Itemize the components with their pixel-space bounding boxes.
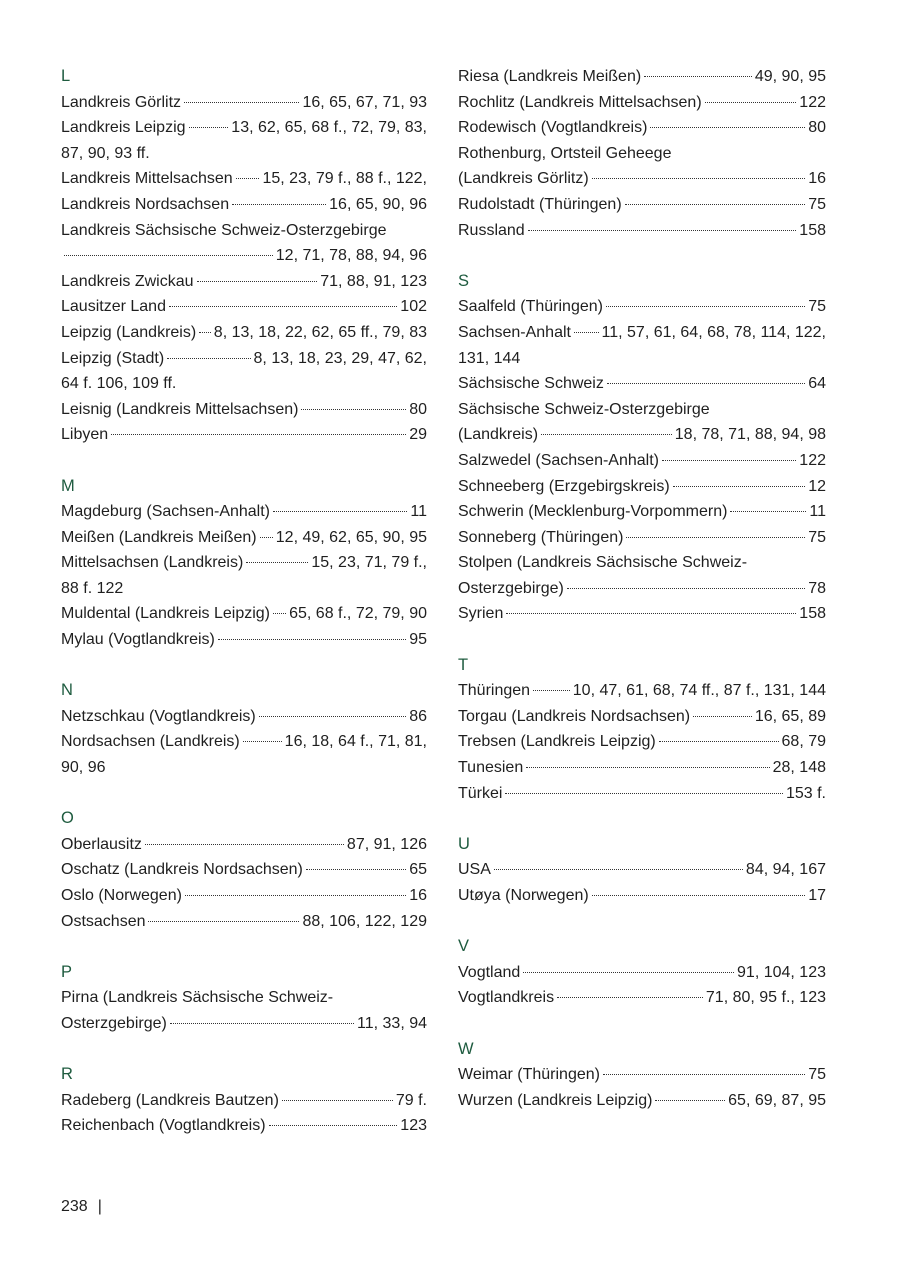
entry-pages: 78	[808, 579, 826, 597]
index-entry	[458, 960, 826, 986]
entry-line	[61, 909, 427, 935]
entry-term: Schneeberg (Erzgebirgskreis)	[458, 477, 670, 495]
entry-pages: 122	[799, 93, 826, 111]
page-footer	[61, 1194, 102, 1219]
leader-dots	[243, 741, 282, 742]
index-entry	[61, 627, 427, 653]
leader-dots	[169, 306, 397, 307]
leader-dots	[528, 230, 797, 231]
entry-term: Landkreis Leipzig	[61, 119, 186, 137]
index-column-left	[61, 64, 427, 1165]
index-entry	[61, 90, 427, 116]
entry-pages: 16, 65, 89	[754, 707, 826, 725]
index-entry	[458, 985, 826, 1011]
entry-term: Reichenbach (Vogtlandkreis)	[61, 1117, 266, 1135]
leader-dots	[655, 1100, 725, 1101]
entry-pages: 71, 80, 95 f., 123	[705, 989, 826, 1007]
entry-line	[458, 678, 826, 704]
entry-term: Vogtlandkreis	[458, 989, 555, 1007]
index-section	[458, 1037, 826, 1114]
index-entry	[458, 525, 826, 551]
entry-pages: 158	[799, 221, 826, 239]
entry-pages: 88, 106, 122, 129	[302, 912, 427, 930]
leader-dots	[574, 332, 599, 333]
index-entry	[61, 550, 427, 601]
entry-term: Wurzen (Landkreis Leipzig)	[458, 1091, 653, 1109]
leader-dots	[541, 434, 672, 435]
entry-pages: 16, 18, 64 f., 71, 81,	[284, 733, 427, 751]
entry-pages: 12, 49, 62, 65, 90, 95	[275, 528, 427, 546]
index-section	[61, 806, 427, 934]
entry-term: Torgau (Landkreis Nordsachsen)	[458, 707, 691, 725]
index-entry	[458, 141, 826, 192]
entry-term: Schwerin (Mecklenburg-Vorpommern)	[458, 503, 728, 521]
index-entry	[61, 985, 427, 1036]
entry-pages: 80	[409, 400, 427, 418]
index-entry	[458, 781, 826, 807]
entry-line	[61, 525, 427, 551]
entry-term: Rochlitz (Landkreis Mittelsachsen)	[458, 93, 702, 111]
entry-pages: 79 f.	[395, 1091, 427, 1109]
entry-pages: 49, 90, 95	[754, 68, 826, 85]
index-section	[458, 653, 826, 807]
entry-term: Oschatz (Landkreis Nordsachsen)	[61, 861, 303, 879]
leader-dots	[673, 486, 806, 487]
entry-line	[458, 525, 826, 551]
leader-dots	[148, 921, 299, 922]
index-entry	[61, 525, 427, 551]
entry-line	[458, 576, 826, 602]
entry-term: Osterzgebirge)	[61, 1014, 167, 1032]
entry-line	[61, 269, 427, 295]
entry-line	[458, 985, 826, 1011]
leader-dots	[625, 204, 806, 205]
index-section	[458, 934, 826, 1011]
index-entry	[458, 883, 826, 909]
entry-line	[61, 294, 427, 320]
entry-pages: 95	[409, 631, 427, 649]
entry-line	[61, 90, 427, 116]
entry-line	[458, 294, 826, 320]
index-section	[61, 474, 427, 653]
entry-pages: 11	[410, 503, 427, 521]
leader-dots	[167, 358, 250, 359]
leader-dots	[111, 434, 406, 435]
entry-term: Lausitzer Land	[61, 298, 166, 316]
leader-dots	[184, 102, 299, 103]
entry-pages: 153 f.	[785, 784, 826, 802]
entry-line	[458, 448, 826, 474]
leader-dots	[607, 383, 805, 384]
index-entry	[61, 422, 427, 448]
index-entry	[458, 320, 826, 371]
index-entry	[458, 397, 826, 448]
leader-dots	[644, 76, 752, 77]
entry-pages: 122	[799, 451, 826, 469]
leader-dots	[662, 460, 796, 461]
entry-pages-continued: 64 f. 106, 109 ff.	[61, 375, 177, 393]
leader-dots	[269, 1125, 398, 1126]
entry-term: Leisnig (Landkreis Mittelsachsen)	[61, 400, 299, 418]
index-entry	[61, 1088, 427, 1114]
entry-line	[458, 704, 826, 730]
entry-term: Sächsische Schweiz	[458, 375, 604, 393]
leader-dots	[592, 895, 806, 896]
entry-pages: 28, 148	[772, 759, 826, 777]
entry-line	[61, 550, 427, 576]
section-letter: N	[61, 681, 73, 700]
entry-pages: 75	[808, 298, 826, 316]
entry-pages: 16	[409, 887, 427, 904]
entry-line	[61, 397, 427, 423]
leader-dots	[301, 409, 406, 410]
entry-line	[61, 243, 427, 269]
leader-dots	[189, 127, 229, 128]
entry-pages: 86	[409, 707, 427, 725]
entry-line	[458, 115, 826, 141]
entry-pages: 13, 62, 65, 68 f., 72, 79, 83,	[231, 119, 427, 137]
entry-term: Salzwedel (Sachsen-Anhalt)	[458, 451, 659, 469]
entry-line	[61, 346, 427, 372]
entry-pages: 71, 88, 91, 123	[320, 272, 427, 290]
section-letter: T	[458, 655, 469, 674]
index-entry	[61, 218, 427, 269]
leader-dots	[282, 1100, 393, 1101]
entry-term-line: Stolpen (Landkreis Sächsische Schweiz-	[458, 554, 748, 572]
index-entry	[458, 448, 826, 474]
page-separator: |	[97, 1198, 102, 1215]
index-entry	[61, 729, 427, 780]
entry-term: Magdeburg (Sachsen-Anhalt)	[61, 503, 271, 521]
index-entry	[458, 601, 826, 627]
entry-line	[61, 192, 427, 218]
entry-pages: 65	[409, 861, 427, 879]
entry-term: Vogtland	[458, 963, 521, 981]
entry-pages: 64	[808, 375, 826, 393]
entry-term-line: Landkreis Sächsische Schweiz-Osterzgebirge	[61, 221, 387, 239]
index-entry	[61, 499, 427, 525]
entry-pages: 75	[808, 1066, 826, 1084]
entry-pages: 84, 94, 167	[745, 861, 826, 879]
entry-pages: 8, 13, 18, 22, 62, 65 ff., 79, 83	[213, 323, 427, 341]
entry-term: Mittelsachsen (Landkreis)	[61, 554, 244, 572]
entry-term: Libyen	[61, 426, 109, 444]
leader-dots	[232, 204, 326, 205]
entry-pages: 15, 23, 71, 79 f.,	[311, 554, 427, 572]
index-entry	[61, 294, 427, 320]
entry-term: Sonneberg (Thüringen)	[458, 528, 624, 546]
entry-term: Russland	[458, 221, 525, 239]
entry-pages: 18, 78, 71, 88, 94, 98	[674, 426, 826, 444]
entry-line	[61, 1011, 427, 1037]
leader-dots	[236, 178, 260, 179]
index-section	[61, 64, 427, 448]
entry-term: Mylau (Vogtlandkreis)	[61, 631, 215, 649]
index-entry	[458, 499, 826, 525]
entry-pages-continued: 131, 144	[458, 349, 521, 367]
entry-line	[458, 781, 826, 807]
entry-line	[61, 883, 427, 909]
entry-pages: 68, 79	[781, 733, 826, 751]
entry-line	[458, 371, 826, 397]
index-entry	[61, 832, 427, 858]
entry-pages: 11, 57, 61, 64, 68, 78, 114, 122,	[601, 323, 826, 341]
entry-line	[458, 90, 826, 116]
leader-dots	[730, 511, 806, 512]
leader-dots	[523, 972, 734, 973]
section-letter: M	[61, 476, 75, 495]
index-entry	[458, 192, 826, 218]
entry-pages: 65, 68 f., 72, 79, 90	[289, 605, 427, 623]
entry-line	[61, 422, 427, 448]
entry-pages: 15, 23, 79 f., 88 f., 122,	[262, 170, 427, 188]
index-entry	[61, 857, 427, 883]
section-letter: W	[458, 1039, 474, 1058]
leader-dots	[199, 332, 211, 333]
index-entry	[458, 115, 826, 141]
entry-line	[458, 857, 826, 883]
index-entry	[458, 371, 826, 397]
entry-term: Osterzgebirge)	[458, 579, 564, 597]
entry-term: Radeberg (Landkreis Bautzen)	[61, 1091, 279, 1109]
section-letter: R	[61, 1065, 73, 1084]
leader-dots	[603, 1074, 805, 1075]
entry-pages: 17	[808, 887, 826, 904]
entry-term: Riesa (Landkreis Meißen)	[458, 68, 642, 85]
leader-dots	[705, 102, 797, 103]
index-section	[458, 269, 826, 627]
leader-dots	[259, 716, 406, 717]
entry-pages: 16	[808, 170, 826, 188]
entry-pages: 80	[808, 119, 826, 137]
index-entry	[458, 678, 826, 704]
leader-dots	[650, 127, 805, 128]
entry-term: Syrien	[458, 605, 504, 623]
entry-line	[61, 1088, 427, 1114]
entry-line	[61, 1113, 427, 1139]
index-section	[61, 960, 427, 1037]
index-entry	[458, 755, 826, 781]
entry-pages: 158	[799, 605, 826, 623]
entry-line	[61, 166, 427, 192]
entry-pages: 75	[808, 528, 826, 546]
entry-pages: 123	[400, 1117, 427, 1135]
entry-line	[458, 166, 826, 192]
page-number: 238	[61, 1198, 88, 1215]
index-entry	[61, 397, 427, 423]
entry-term: Tunesien	[458, 759, 524, 777]
entry-term: Landkreis Zwickau	[61, 272, 194, 290]
entry-pages: 65, 69, 87, 95	[728, 1091, 826, 1109]
entry-line	[458, 422, 826, 448]
leader-dots	[145, 844, 344, 845]
leader-dots	[505, 793, 783, 794]
entry-term: Utøya (Norwegen)	[458, 887, 589, 904]
entry-line	[458, 320, 826, 346]
leader-dots	[306, 869, 406, 870]
index-section	[458, 64, 826, 243]
index-entry	[458, 1062, 826, 1088]
entry-line	[458, 601, 826, 627]
index-entry	[61, 115, 427, 166]
section-letter: P	[61, 962, 73, 981]
entry-term-line: Rothenburg, Ortsteil Geheege	[458, 144, 672, 162]
index-entry	[458, 550, 826, 601]
leader-dots	[260, 537, 273, 538]
section-letter: L	[61, 67, 71, 85]
entry-line	[61, 729, 427, 755]
leader-dots	[197, 281, 318, 282]
entry-term: Landkreis Görlitz	[61, 93, 182, 111]
index-entry	[61, 1113, 427, 1139]
section-letter: U	[458, 834, 470, 853]
leader-dots	[659, 741, 779, 742]
entry-term-line: Pirna (Landkreis Sächsische Schweiz-	[61, 989, 334, 1007]
entry-pages: 87, 91, 126	[346, 835, 427, 853]
index-section	[61, 1062, 427, 1139]
index-entry	[61, 166, 427, 192]
index-entry	[61, 269, 427, 295]
index-entry	[61, 704, 427, 730]
entry-term: Rodewisch (Vogtlandkreis)	[458, 119, 648, 137]
entry-term: Landkreis Nordsachsen	[61, 195, 230, 213]
entry-line	[61, 320, 427, 346]
entry-pages: 12, 71, 78, 88, 94, 96	[275, 247, 427, 265]
entry-term: Nordsachsen (Landkreis)	[61, 733, 240, 751]
entry-pages: 29	[409, 426, 427, 444]
entry-term: Türkei	[458, 784, 503, 802]
leader-dots	[626, 537, 805, 538]
entry-line	[61, 627, 427, 653]
entry-term: Netzschkau (Vogtlandkreis)	[61, 707, 256, 725]
index-entry	[458, 704, 826, 730]
entry-term: USA	[458, 861, 491, 879]
entry-line	[458, 499, 826, 525]
entry-line	[458, 883, 826, 909]
entry-term: (Landkreis)	[458, 426, 539, 444]
entry-line	[61, 832, 427, 858]
index-column-right	[458, 64, 826, 1139]
index-entry	[61, 909, 427, 935]
entry-term-line: Sächsische Schweiz-Osterzgebirge	[458, 400, 710, 418]
entry-pages: 75	[808, 195, 826, 213]
leader-dots	[218, 639, 406, 640]
section-letter: O	[61, 809, 74, 828]
index-section	[458, 832, 826, 909]
entry-pages: 11, 33, 94	[357, 1014, 427, 1032]
index-entry	[458, 218, 826, 244]
entry-line	[458, 218, 826, 244]
entry-term: Leipzig (Stadt)	[61, 349, 165, 367]
entry-line	[61, 499, 427, 525]
index-entry	[458, 474, 826, 500]
section-letter: S	[458, 271, 470, 290]
entry-pages: 91, 104, 123	[737, 963, 826, 981]
entry-term: Meißen (Landkreis Meißen)	[61, 528, 257, 546]
leader-dots	[592, 178, 806, 179]
index-entry	[458, 64, 826, 90]
entry-term: Rudolstadt (Thüringen)	[458, 195, 622, 213]
entry-line	[458, 960, 826, 986]
index-entry	[61, 346, 427, 397]
entry-pages: 102	[400, 298, 427, 316]
entry-term: Weimar (Thüringen)	[458, 1066, 600, 1084]
entry-line	[458, 729, 826, 755]
entry-term: Saalfeld (Thüringen)	[458, 298, 603, 316]
index-entry	[458, 857, 826, 883]
entry-line	[61, 857, 427, 883]
entry-line	[458, 1088, 826, 1114]
entry-line	[61, 601, 427, 627]
index-entry	[61, 192, 427, 218]
index-entry	[458, 90, 826, 116]
entry-term: Sachsen-Anhalt	[458, 323, 571, 341]
leader-dots	[170, 1023, 354, 1024]
section-letter: V	[458, 937, 470, 956]
leader-dots	[606, 306, 805, 307]
entry-term: Thüringen	[458, 682, 531, 700]
leader-dots	[64, 255, 273, 256]
entry-pages: 16, 65, 90, 96	[329, 195, 427, 213]
index-entry	[458, 294, 826, 320]
entry-pages: 8, 13, 18, 23, 29, 47, 62,	[253, 349, 427, 367]
index-entry	[458, 729, 826, 755]
entry-pages: 12	[808, 477, 826, 495]
leader-dots	[693, 716, 752, 717]
entry-term: Oslo (Norwegen)	[61, 887, 182, 904]
index-entry	[61, 320, 427, 346]
index-entry	[61, 883, 427, 909]
entry-pages: 16, 65, 67, 71, 93	[302, 93, 427, 111]
entry-pages: 11	[809, 503, 826, 521]
leader-dots	[494, 869, 743, 870]
entry-pages: 10, 47, 61, 68, 74 ff., 87 f., 131, 144	[572, 682, 826, 700]
entry-line	[61, 704, 427, 730]
entry-term: Oberlausitz	[61, 835, 142, 853]
entry-line	[458, 192, 826, 218]
entry-pages-continued: 87, 90, 93 ff.	[61, 144, 150, 162]
entry-pages-continued: 88 f. 122	[61, 579, 124, 597]
leader-dots	[526, 767, 769, 768]
entry-line	[61, 115, 427, 141]
leader-dots	[246, 562, 308, 563]
entry-term: Trebsen (Landkreis Leipzig)	[458, 733, 656, 751]
entry-term: Leipzig (Landkreis)	[61, 323, 197, 341]
entry-term: Ostsachsen	[61, 912, 146, 930]
leader-dots	[273, 511, 407, 512]
index-section	[61, 678, 427, 780]
leader-dots	[185, 895, 406, 896]
leader-dots	[567, 588, 805, 589]
leader-dots	[506, 613, 796, 614]
index-entry	[458, 1088, 826, 1114]
leader-dots	[533, 690, 570, 691]
entry-line	[458, 64, 826, 90]
entry-term: Landkreis Mittelsachsen	[61, 170, 233, 188]
entry-pages-continued: 90, 96	[61, 759, 106, 777]
entry-line	[458, 755, 826, 781]
entry-term: (Landkreis Görlitz)	[458, 170, 589, 188]
index-entry	[61, 601, 427, 627]
leader-dots	[273, 613, 286, 614]
entry-line	[458, 474, 826, 500]
leader-dots	[557, 997, 703, 998]
entry-line	[458, 1062, 826, 1088]
entry-term: Muldental (Landkreis Leipzig)	[61, 605, 270, 623]
